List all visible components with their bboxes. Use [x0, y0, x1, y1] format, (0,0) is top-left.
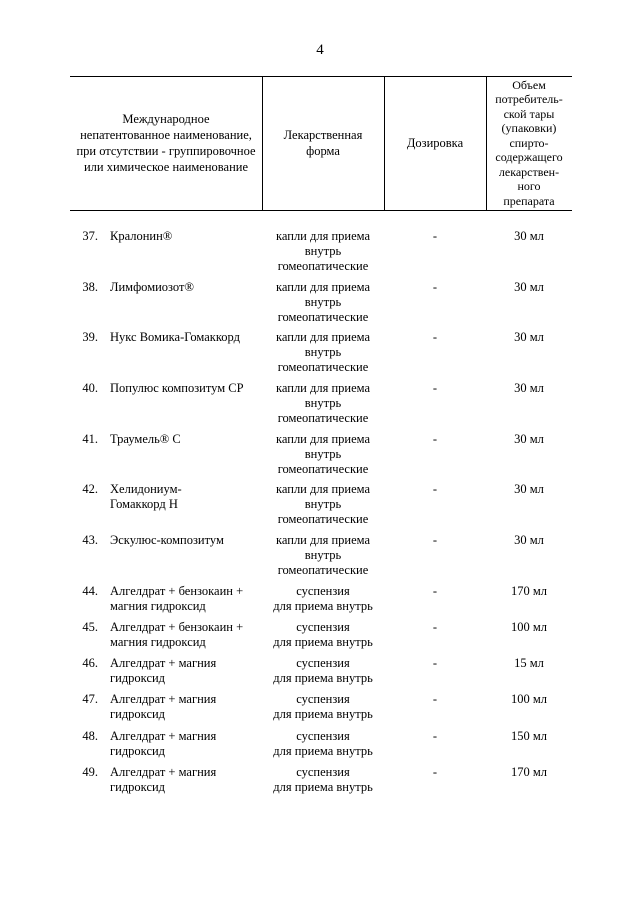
text-line: внутрь	[304, 548, 342, 562]
text-line: суспензия	[296, 620, 350, 634]
dosage: -	[432, 229, 438, 243]
dosage: -	[432, 620, 438, 634]
text-line: капли для приема	[275, 533, 371, 547]
text-line: магния гидроксид	[110, 635, 206, 649]
text-line: внутрь	[304, 396, 342, 410]
container-volume: 30 мл	[514, 381, 544, 395]
dosage-form	[263, 765, 383, 795]
text-line: внутрь	[304, 345, 342, 359]
text-line: для приема внутрь	[273, 671, 373, 685]
drug-name	[110, 620, 260, 650]
page-number: 4	[316, 42, 324, 58]
text-line: суспензия	[296, 692, 350, 706]
dosage-form	[263, 330, 383, 375]
row-number: 47.	[82, 692, 98, 706]
row-number: 39.	[82, 330, 98, 344]
row-number: 42.	[82, 482, 98, 496]
container-volume: 100 мл	[510, 692, 548, 706]
drug-name	[110, 381, 260, 396]
dosage-form	[263, 381, 383, 426]
text-line: гидроксид	[110, 671, 166, 685]
text-line: суспензия	[296, 729, 350, 743]
drug-name	[110, 656, 260, 686]
dosage: -	[432, 765, 438, 779]
row-number: 45.	[82, 620, 98, 634]
drug-name	[110, 533, 260, 548]
text-line: внутрь	[304, 497, 342, 511]
row-number: 41.	[82, 432, 98, 446]
header-inn-name	[70, 76, 262, 210]
container-volume: 30 мл	[514, 482, 544, 496]
text-line: Эскулюс-композитум	[110, 533, 224, 547]
text-line: потребитель-	[495, 92, 563, 107]
dosage: -	[432, 330, 438, 344]
dosage-form	[263, 280, 383, 325]
text-line: непатентованное наименование,	[80, 128, 252, 142]
text-line: гидроксид	[110, 744, 166, 758]
text-line: Хелидониум-	[110, 482, 182, 496]
text-line: препарата	[503, 193, 555, 208]
text-line: капли для приема	[275, 482, 371, 496]
text-line: для приема внутрь	[273, 707, 373, 721]
text-line: внутрь	[304, 295, 342, 309]
text-line: гомеопатические	[277, 411, 369, 425]
text-line: Алгелдрат + магния	[110, 692, 217, 706]
dosage: -	[432, 533, 438, 547]
text-line: Объем	[512, 77, 546, 92]
text-line: Лимфомиозот®	[110, 280, 194, 294]
text-line: гомеопатические	[277, 563, 369, 577]
container-volume: 170 мл	[510, 584, 548, 598]
text-line: Алгелдрат + бензокаин +	[110, 620, 244, 634]
text-line: лекарствен-	[498, 164, 560, 179]
row-number: 43.	[82, 533, 98, 547]
drug-name	[110, 432, 260, 447]
container-volume: 30 мл	[514, 229, 544, 243]
text-line: гомеопатические	[277, 512, 369, 526]
text-line: капли для приема	[275, 330, 371, 344]
dosage: -	[432, 482, 438, 496]
text-line: Алгелдрат + магния	[110, 765, 217, 779]
text-line: суспензия	[296, 584, 350, 598]
text-line: Нукс Вомика-Гомаккорд	[110, 330, 240, 344]
drug-name	[110, 229, 260, 244]
text-line: магния гидроксид	[110, 599, 206, 613]
dosage-form	[263, 533, 383, 578]
text-line: капли для приема	[275, 280, 371, 294]
container-volume: 150 мл	[510, 729, 548, 743]
dosage-form	[263, 432, 383, 477]
text-line: капли для приема	[275, 432, 371, 446]
dosage: -	[432, 280, 438, 294]
text-line: для приема внутрь	[273, 599, 373, 613]
container-volume: 30 мл	[514, 432, 544, 446]
text-line: форма	[306, 144, 340, 158]
dosage: -	[432, 656, 438, 670]
header-dosage	[384, 76, 486, 210]
row-number: 46.	[82, 656, 98, 670]
dosage-form	[263, 584, 383, 614]
text-line: ской тары	[503, 106, 555, 121]
text-line: суспензия	[296, 656, 350, 670]
row-number: 48.	[82, 729, 98, 743]
text-line: Траумель® С	[110, 432, 181, 446]
dosage-form	[263, 692, 383, 722]
text-line: Алгелдрат + магния	[110, 656, 217, 670]
text-line: (упаковки)	[501, 121, 557, 136]
container-volume: 30 мл	[514, 280, 544, 294]
drug-name	[110, 482, 260, 512]
text-line: гомеопатические	[277, 259, 369, 273]
header-dosage-form	[262, 76, 384, 210]
text-line: внутрь	[304, 244, 342, 258]
text-line: ного	[517, 179, 541, 194]
text-line: или химическое наименование	[83, 160, 248, 174]
text-line: Кралонин®	[110, 229, 173, 243]
container-volume: 170 мл	[510, 765, 548, 779]
text-line: Алгелдрат + бензокаин +	[110, 584, 244, 598]
text-line: для приема внутрь	[273, 744, 373, 758]
text-line: при отсутствии - группировочное	[76, 144, 256, 158]
dosage: -	[432, 432, 438, 446]
text-line: капли для приема	[275, 229, 371, 243]
row-number: 37.	[82, 229, 98, 243]
header-container-volume	[486, 76, 572, 210]
text-line: спирто-	[509, 135, 549, 150]
row-number: 44.	[82, 584, 98, 598]
container-volume: 30 мл	[514, 533, 544, 547]
row-number: 40.	[82, 381, 98, 395]
dosage-form	[263, 729, 383, 759]
drug-name	[110, 729, 260, 759]
text-line: капли для приема	[275, 381, 371, 395]
drug-name	[110, 692, 260, 722]
drug-name	[110, 280, 260, 295]
container-volume: 100 мл	[510, 620, 548, 634]
dosage-form	[263, 482, 383, 527]
text-line: внутрь	[304, 447, 342, 461]
text-line: содержащего	[495, 150, 563, 165]
drug-name	[110, 584, 260, 614]
text-line: гомеопатические	[277, 462, 369, 476]
dosage: -	[432, 729, 438, 743]
text-line: для приема внутрь	[273, 780, 373, 794]
dosage: -	[432, 692, 438, 706]
container-volume: 15 мл	[514, 656, 544, 670]
dosage-form	[263, 620, 383, 650]
text-line: Гомаккорд Н	[110, 497, 178, 511]
text-line: гомеопатические	[277, 360, 369, 374]
text-line: Международное	[122, 112, 210, 126]
dosage: -	[432, 381, 438, 395]
container-volume: 30 мл	[514, 330, 544, 344]
dosage-form	[263, 656, 383, 686]
text-line: Лекарственная	[283, 128, 363, 142]
header-bottom-rule	[70, 210, 572, 211]
dosage-form	[263, 229, 383, 274]
dosage: -	[432, 584, 438, 598]
drug-name	[110, 765, 260, 795]
text-line: гидроксид	[110, 780, 166, 794]
text-line: гомеопатические	[277, 310, 369, 324]
text-line: суспензия	[296, 765, 350, 779]
row-number: 38.	[82, 280, 98, 294]
text-line: Популюс композитум СР	[110, 381, 244, 395]
drug-name	[110, 330, 260, 345]
text-line: для приема внутрь	[273, 635, 373, 649]
text-line: Дозировка	[406, 136, 464, 150]
text-line: Алгелдрат + магния	[110, 729, 217, 743]
text-line: гидроксид	[110, 707, 166, 721]
row-number: 49.	[82, 765, 98, 779]
